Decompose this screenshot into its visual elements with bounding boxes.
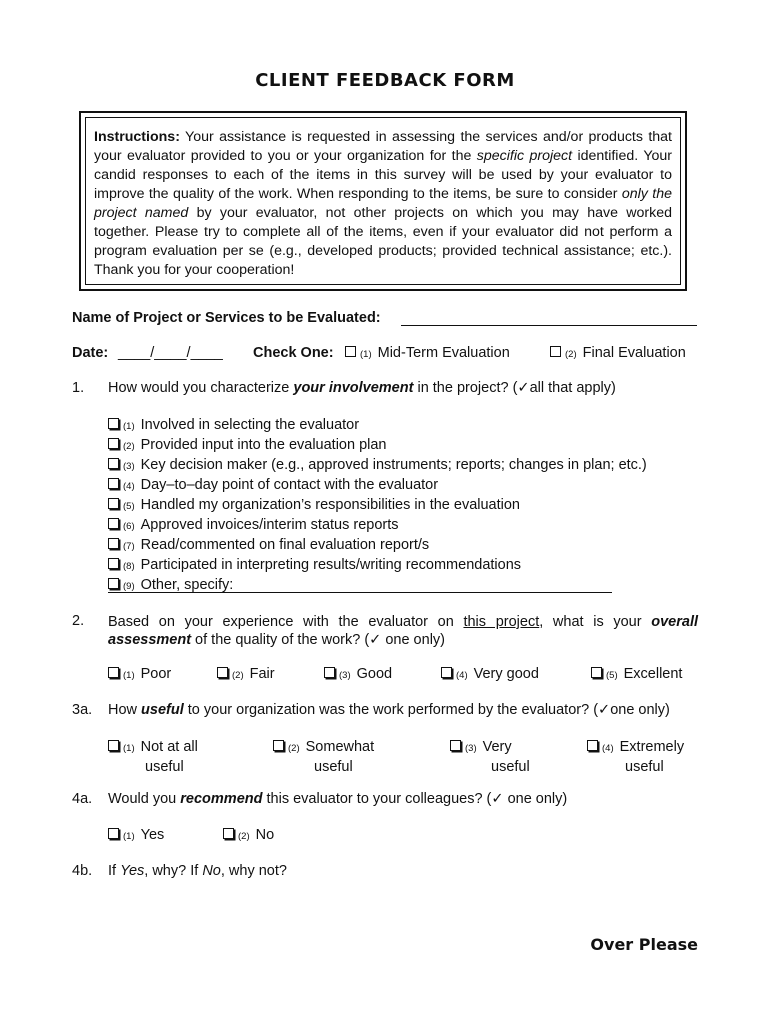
q3a-number: 3a. [72, 702, 93, 718]
q3a-option-very[interactable]: (3) Very useful [450, 738, 530, 776]
q1-option[interactable]: (9) Other, specify: [108, 576, 647, 596]
q3a-option-not-at-all[interactable]: (1) Not at all useful [108, 738, 198, 776]
q1-option[interactable]: (5) Handled my organization’s responsibilities in the evaluation [108, 496, 647, 516]
project-name-row [72, 310, 381, 326]
q4b-text: If Yes, why? If No, why not? [108, 863, 287, 879]
q1-option[interactable]: (4) Day–to–day point of contact with the evaluator [108, 476, 647, 496]
q3a-text: How useful to your organization was the work performed by the evaluator? (✓one only) [108, 702, 670, 718]
checkmark-icon: ✓ [491, 791, 504, 807]
check-one-final[interactable]: (2) Final Evaluation [550, 345, 686, 361]
checkbox-icon[interactable] [108, 538, 119, 549]
checkbox-icon[interactable] [108, 828, 119, 839]
checkbox-icon[interactable] [108, 438, 119, 449]
q4a-option-yes[interactable]: (1) Yes [108, 827, 164, 843]
q4b-number: 4b. [72, 863, 93, 879]
q3a-option-somewhat[interactable]: (2) Somewhat useful [273, 738, 374, 776]
checkbox-icon[interactable] [324, 667, 335, 678]
instructions-italic2: only the project named [94, 186, 672, 221]
checkbox-icon[interactable] [223, 828, 234, 839]
checkbox-icon[interactable] [550, 346, 561, 357]
q1-text: How would you characterize your involvement in the project? (✓all that apply) [108, 380, 616, 396]
instructions-part2: identified. Your candid responses to each of the items in this survey will be used by your evaluator to improve the quality of the work. When responding to the items, be sure to consider [94, 148, 672, 202]
q3a-option-extremely[interactable]: (4) Extremely useful [587, 738, 684, 776]
form-title: CLIENT FEEDBACK FORM [255, 70, 515, 91]
checkbox-icon[interactable] [108, 458, 119, 469]
instructions-label: Instructions: [94, 129, 180, 145]
over-please: Over Please [590, 935, 698, 954]
q2-option-good[interactable]: (3) Good [324, 666, 392, 682]
project-name-field[interactable] [401, 311, 697, 326]
instructions-text [85, 117, 681, 285]
check-one-midterm[interactable]: (1) Mid-Term Evaluation [345, 345, 510, 361]
q2-option-excellent[interactable]: (5) Excellent [591, 666, 682, 682]
option-label: Final Evaluation [582, 345, 686, 361]
q2-option-very-good[interactable]: (4) Very good [441, 666, 539, 682]
checkbox-icon[interactable] [108, 418, 119, 429]
q1-option[interactable]: (8) Participated in interpreting results/writing recommendations [108, 556, 647, 576]
q4a-number: 4a. [72, 791, 93, 807]
date-label: Date: [72, 345, 109, 361]
q1-options [108, 416, 647, 596]
q1-option[interactable]: (1) Involved in selecting the evaluator [108, 416, 647, 436]
q1-option[interactable]: (7) Read/commented on final evaluation report/s [108, 536, 647, 556]
checkmark-icon: ✓ [598, 702, 611, 718]
q1-option[interactable]: (2) Provided input into the evaluation plan [108, 436, 647, 456]
checkbox-icon[interactable] [450, 740, 461, 751]
instructions-box [79, 111, 687, 291]
project-name-label: Name of Project or Services to be Evaluated: [72, 310, 381, 326]
q2-text: Based on your experience with the evaluator on this project, what is your overall assessment of the quality of the work? (✓ one only) [108, 614, 698, 648]
checkbox-icon[interactable] [441, 667, 452, 678]
checkbox-icon[interactable] [108, 498, 119, 509]
checkbox-icon[interactable] [108, 478, 119, 489]
check-one-label: Check One: [253, 345, 334, 361]
q1-option[interactable]: (6) Approved invoices/interim status reports [108, 516, 647, 536]
checkbox-icon[interactable] [108, 667, 119, 678]
instructions-part3: by your evaluator, not other projects on which you may have worked together. Please try to complete all of the items, even if your evaluator did not perform a program evaluation per se (e.g., developed products; provided technical assistance; etc.). Thank you for your cooperation! [94, 205, 673, 278]
checkbox-icon[interactable] [591, 667, 602, 678]
q1-other-field[interactable] [108, 580, 612, 593]
checkbox-icon[interactable] [273, 740, 284, 751]
q2-option-fair[interactable]: (2) Fair [217, 666, 275, 682]
checkbox-icon[interactable] [108, 558, 119, 569]
q4a-text: Would you recommend this evaluator to your colleagues? (✓ one only) [108, 791, 568, 807]
q1-option[interactable]: (3) Key decision maker (e.g., approved instruments; reports; changes in plan; etc.) [108, 456, 647, 476]
checkmark-icon: ✓ [369, 632, 382, 648]
q2-number: 2. [72, 613, 85, 629]
q4a-option-no[interactable]: (2) No [223, 827, 274, 843]
checkbox-icon[interactable] [587, 740, 598, 751]
q2-option-poor[interactable]: (1) Poor [108, 666, 171, 682]
instructions-part1: Your assistance is requested in assessing the services and/or products that your evaluator provided to you or your organization for the [94, 129, 672, 164]
option-label: Mid-Term Evaluation [377, 345, 510, 361]
checkbox-icon[interactable] [217, 667, 228, 678]
checkbox-icon[interactable] [108, 518, 119, 529]
checkbox-icon[interactable] [345, 346, 356, 357]
date-field[interactable]: ____/____/____ [118, 345, 223, 361]
q1-number: 1. [72, 380, 85, 396]
checkbox-icon[interactable] [108, 740, 119, 751]
instructions-italic1: specific project [476, 148, 573, 164]
checkmark-icon: ✓ [517, 380, 530, 396]
